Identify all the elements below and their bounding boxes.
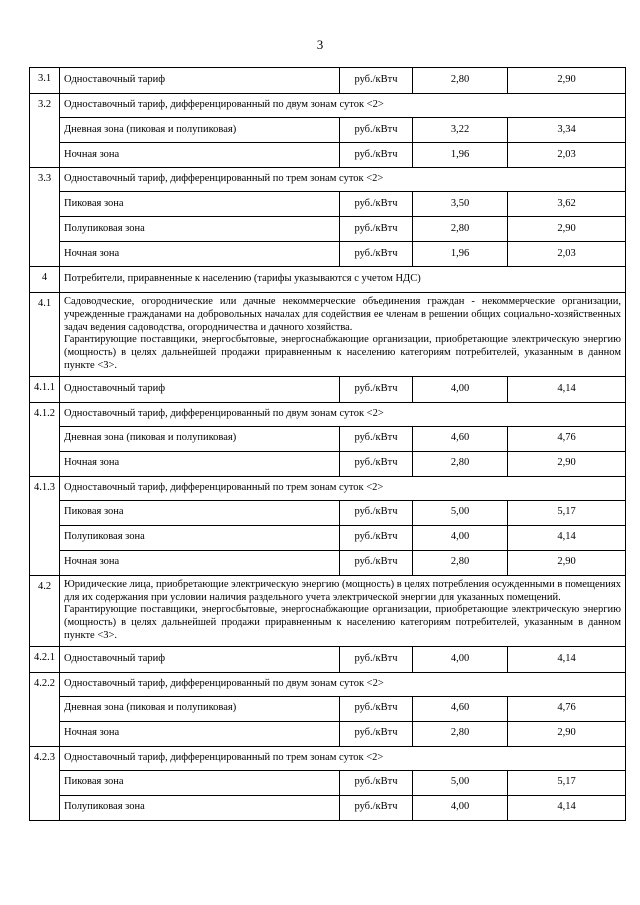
value-first-half: 1,96 (413, 143, 508, 168)
table-row (30, 451, 626, 476)
value-second-half: 4,76 (508, 696, 626, 721)
unit-cell: руб./кВтч (340, 795, 413, 820)
row-number: 4.2.2 (30, 672, 60, 746)
value-second-half: 3,34 (508, 118, 626, 143)
unit-cell: руб./кВтч (340, 770, 413, 795)
value-first-half: 5,00 (413, 500, 508, 525)
unit-cell: руб./кВтч (340, 376, 413, 402)
unit-cell: руб./кВтч (340, 500, 413, 525)
table-row (30, 795, 626, 820)
table-row (30, 426, 626, 451)
value-first-half: 4,00 (413, 795, 508, 820)
zone-label: Ночная зона (60, 550, 340, 575)
zone-label: Ночная зона (60, 721, 340, 746)
zone-label: Пиковая зона (60, 770, 340, 795)
zone-label: Дневная зона (пиковая и полупиковая) (60, 426, 340, 451)
table-row (30, 94, 626, 118)
unit-cell: руб./кВтч (340, 721, 413, 746)
zone-label: Полупиковая зона (60, 525, 340, 550)
row-number: 4.1.2 (30, 402, 60, 476)
value-first-half: 4,00 (413, 525, 508, 550)
zone-label: Пиковая зона (60, 192, 340, 217)
group-label: Одноставочный тариф, дифференцированный по двум зонам суток <2> (60, 94, 626, 118)
value-first-half: 4,60 (413, 696, 508, 721)
value-second-half: 2,90 (508, 217, 626, 242)
zone-label: Ночная зона (60, 242, 340, 267)
table-row (30, 68, 626, 94)
value-second-half: 2,03 (508, 242, 626, 267)
value-second-half: 2,90 (508, 550, 626, 575)
group-label: Одноставочный тариф, дифференцированный по двум зонам суток <2> (60, 672, 626, 696)
table-row (30, 476, 626, 500)
unit-cell: руб./кВтч (340, 118, 413, 143)
table-row (30, 525, 626, 550)
zone-label: Ночная зона (60, 143, 340, 168)
row-number: 3.3 (30, 168, 60, 267)
unit-cell: руб./кВтч (340, 426, 413, 451)
table-row (30, 402, 626, 426)
value-first-half: 4,00 (413, 646, 508, 672)
table-row (30, 143, 626, 168)
table-row (30, 575, 626, 646)
table-row (30, 721, 626, 746)
value-first-half: 2,80 (413, 721, 508, 746)
value-second-half: 2,90 (508, 68, 626, 94)
row-number: 3.2 (30, 94, 60, 168)
zone-label: Полупиковая зона (60, 217, 340, 242)
value-first-half: 4,00 (413, 376, 508, 402)
table-row (30, 746, 626, 770)
value-first-half: 3,50 (413, 192, 508, 217)
page-number: 3 (316, 37, 324, 52)
group-label: Одноставочный тариф, дифференцированный по двум зонам суток <2> (60, 402, 626, 426)
section-label: Потребители, приравненные к населению (тарифы указываются с учетом НДС) (60, 267, 626, 293)
group-label: Одноставочный тариф, дифференцированный по трем зонам суток <2> (60, 476, 626, 500)
table-row (30, 770, 626, 795)
row-number: 4.2.1 (30, 646, 60, 672)
zone-label: Пиковая зона (60, 500, 340, 525)
group-label: Одноставочный тариф, дифференцированный по трем зонам суток <2> (60, 168, 626, 192)
category-paragraph: Гарантирующие поставщики, энергосбытовые, энергоснабжающие организации, приобретающие электрическую энергию (мощность) в целях дальнейшей продажи приравненным к населению категориям потребителей, указанным в данном пункте <3>. (64, 604, 621, 641)
unit-cell: руб./кВтч (340, 192, 413, 217)
value-first-half: 1,96 (413, 242, 508, 267)
unit-cell: руб./кВтч (340, 217, 413, 242)
value-second-half: 4,14 (508, 646, 626, 672)
row-number: 4.1.1 (30, 376, 60, 402)
table-row (30, 500, 626, 525)
row-number: 4.2 (30, 575, 60, 646)
unit-cell: руб./кВтч (340, 68, 413, 94)
unit-cell: руб./кВтч (340, 696, 413, 721)
unit-cell: руб./кВтч (340, 242, 413, 267)
category-paragraph: Юридические лица, приобретающие электрическую энергию (мощность) в целях потребления осужденными в помещениях для их содержания при условии наличия раздельного учета электрической энергии для указанных помещений. (64, 578, 621, 603)
value-first-half: 4,60 (413, 426, 508, 451)
row-number: 4 (30, 267, 60, 293)
unit-cell: руб./кВтч (340, 451, 413, 476)
value-first-half: 2,80 (413, 451, 508, 476)
category-description (60, 293, 626, 377)
zone-label: Дневная зона (пиковая и полупиковая) (60, 118, 340, 143)
group-label: Одноставочный тариф, дифференцированный по трем зонам суток <2> (60, 746, 626, 770)
unit-cell: руб./кВтч (340, 525, 413, 550)
value-first-half: 2,80 (413, 550, 508, 575)
row-number: 4.1.3 (30, 476, 60, 575)
value-second-half: 4,76 (508, 426, 626, 451)
tariff-label: Одноставочный тариф (60, 646, 340, 672)
value-first-half: 5,00 (413, 770, 508, 795)
tariff-label: Одноставочный тариф (60, 68, 340, 94)
zone-label: Ночная зона (60, 451, 340, 476)
table-row (30, 696, 626, 721)
value-second-half: 4,14 (508, 795, 626, 820)
table-row (30, 242, 626, 267)
table-row (30, 550, 626, 575)
table-row (30, 646, 626, 672)
value-second-half: 5,17 (508, 500, 626, 525)
value-first-half: 2,80 (413, 217, 508, 242)
tariff-label: Одноставочный тариф (60, 376, 340, 402)
unit-cell: руб./кВтч (340, 646, 413, 672)
table-row (30, 118, 626, 143)
category-paragraph: Садоводческие, огороднические или дачные некоммерческие объединения граждан - некоммерческие организации, учрежденные гражданами на добровольных началах для содействия ее членам в решении общих социально-хозяйственных задач ведения садоводства, огородничества и дачного хозяйства. (64, 296, 621, 333)
zone-label: Дневная зона (пиковая и полупиковая) (60, 696, 340, 721)
value-second-half: 2,90 (508, 451, 626, 476)
category-paragraph: Гарантирующие поставщики, энергосбытовые, энергоснабжающие организации, приобретающие электрическую энергию (мощность) в целях дальнейшей продажи приравненным к населению категориям потребителей, указанным в данном пункте <3>. (64, 334, 621, 371)
row-number: 4.1 (30, 293, 60, 377)
category-description (60, 575, 626, 646)
value-second-half: 4,14 (508, 525, 626, 550)
value-first-half: 3,22 (413, 118, 508, 143)
row-number: 3.1 (30, 68, 60, 94)
table-row (30, 293, 626, 377)
table-row (30, 168, 626, 192)
value-second-half: 3,62 (508, 192, 626, 217)
row-number: 4.2.3 (30, 746, 60, 820)
value-second-half: 2,90 (508, 721, 626, 746)
value-second-half: 4,14 (508, 376, 626, 402)
table-row (30, 217, 626, 242)
table-row (30, 267, 626, 293)
tariff-table (29, 67, 626, 821)
value-second-half: 2,03 (508, 143, 626, 168)
value-first-half: 2,80 (413, 68, 508, 94)
zone-label: Полупиковая зона (60, 795, 340, 820)
unit-cell: руб./кВтч (340, 550, 413, 575)
table-row (30, 192, 626, 217)
unit-cell: руб./кВтч (340, 143, 413, 168)
value-second-half: 5,17 (508, 770, 626, 795)
table-row (30, 376, 626, 402)
table-row (30, 672, 626, 696)
